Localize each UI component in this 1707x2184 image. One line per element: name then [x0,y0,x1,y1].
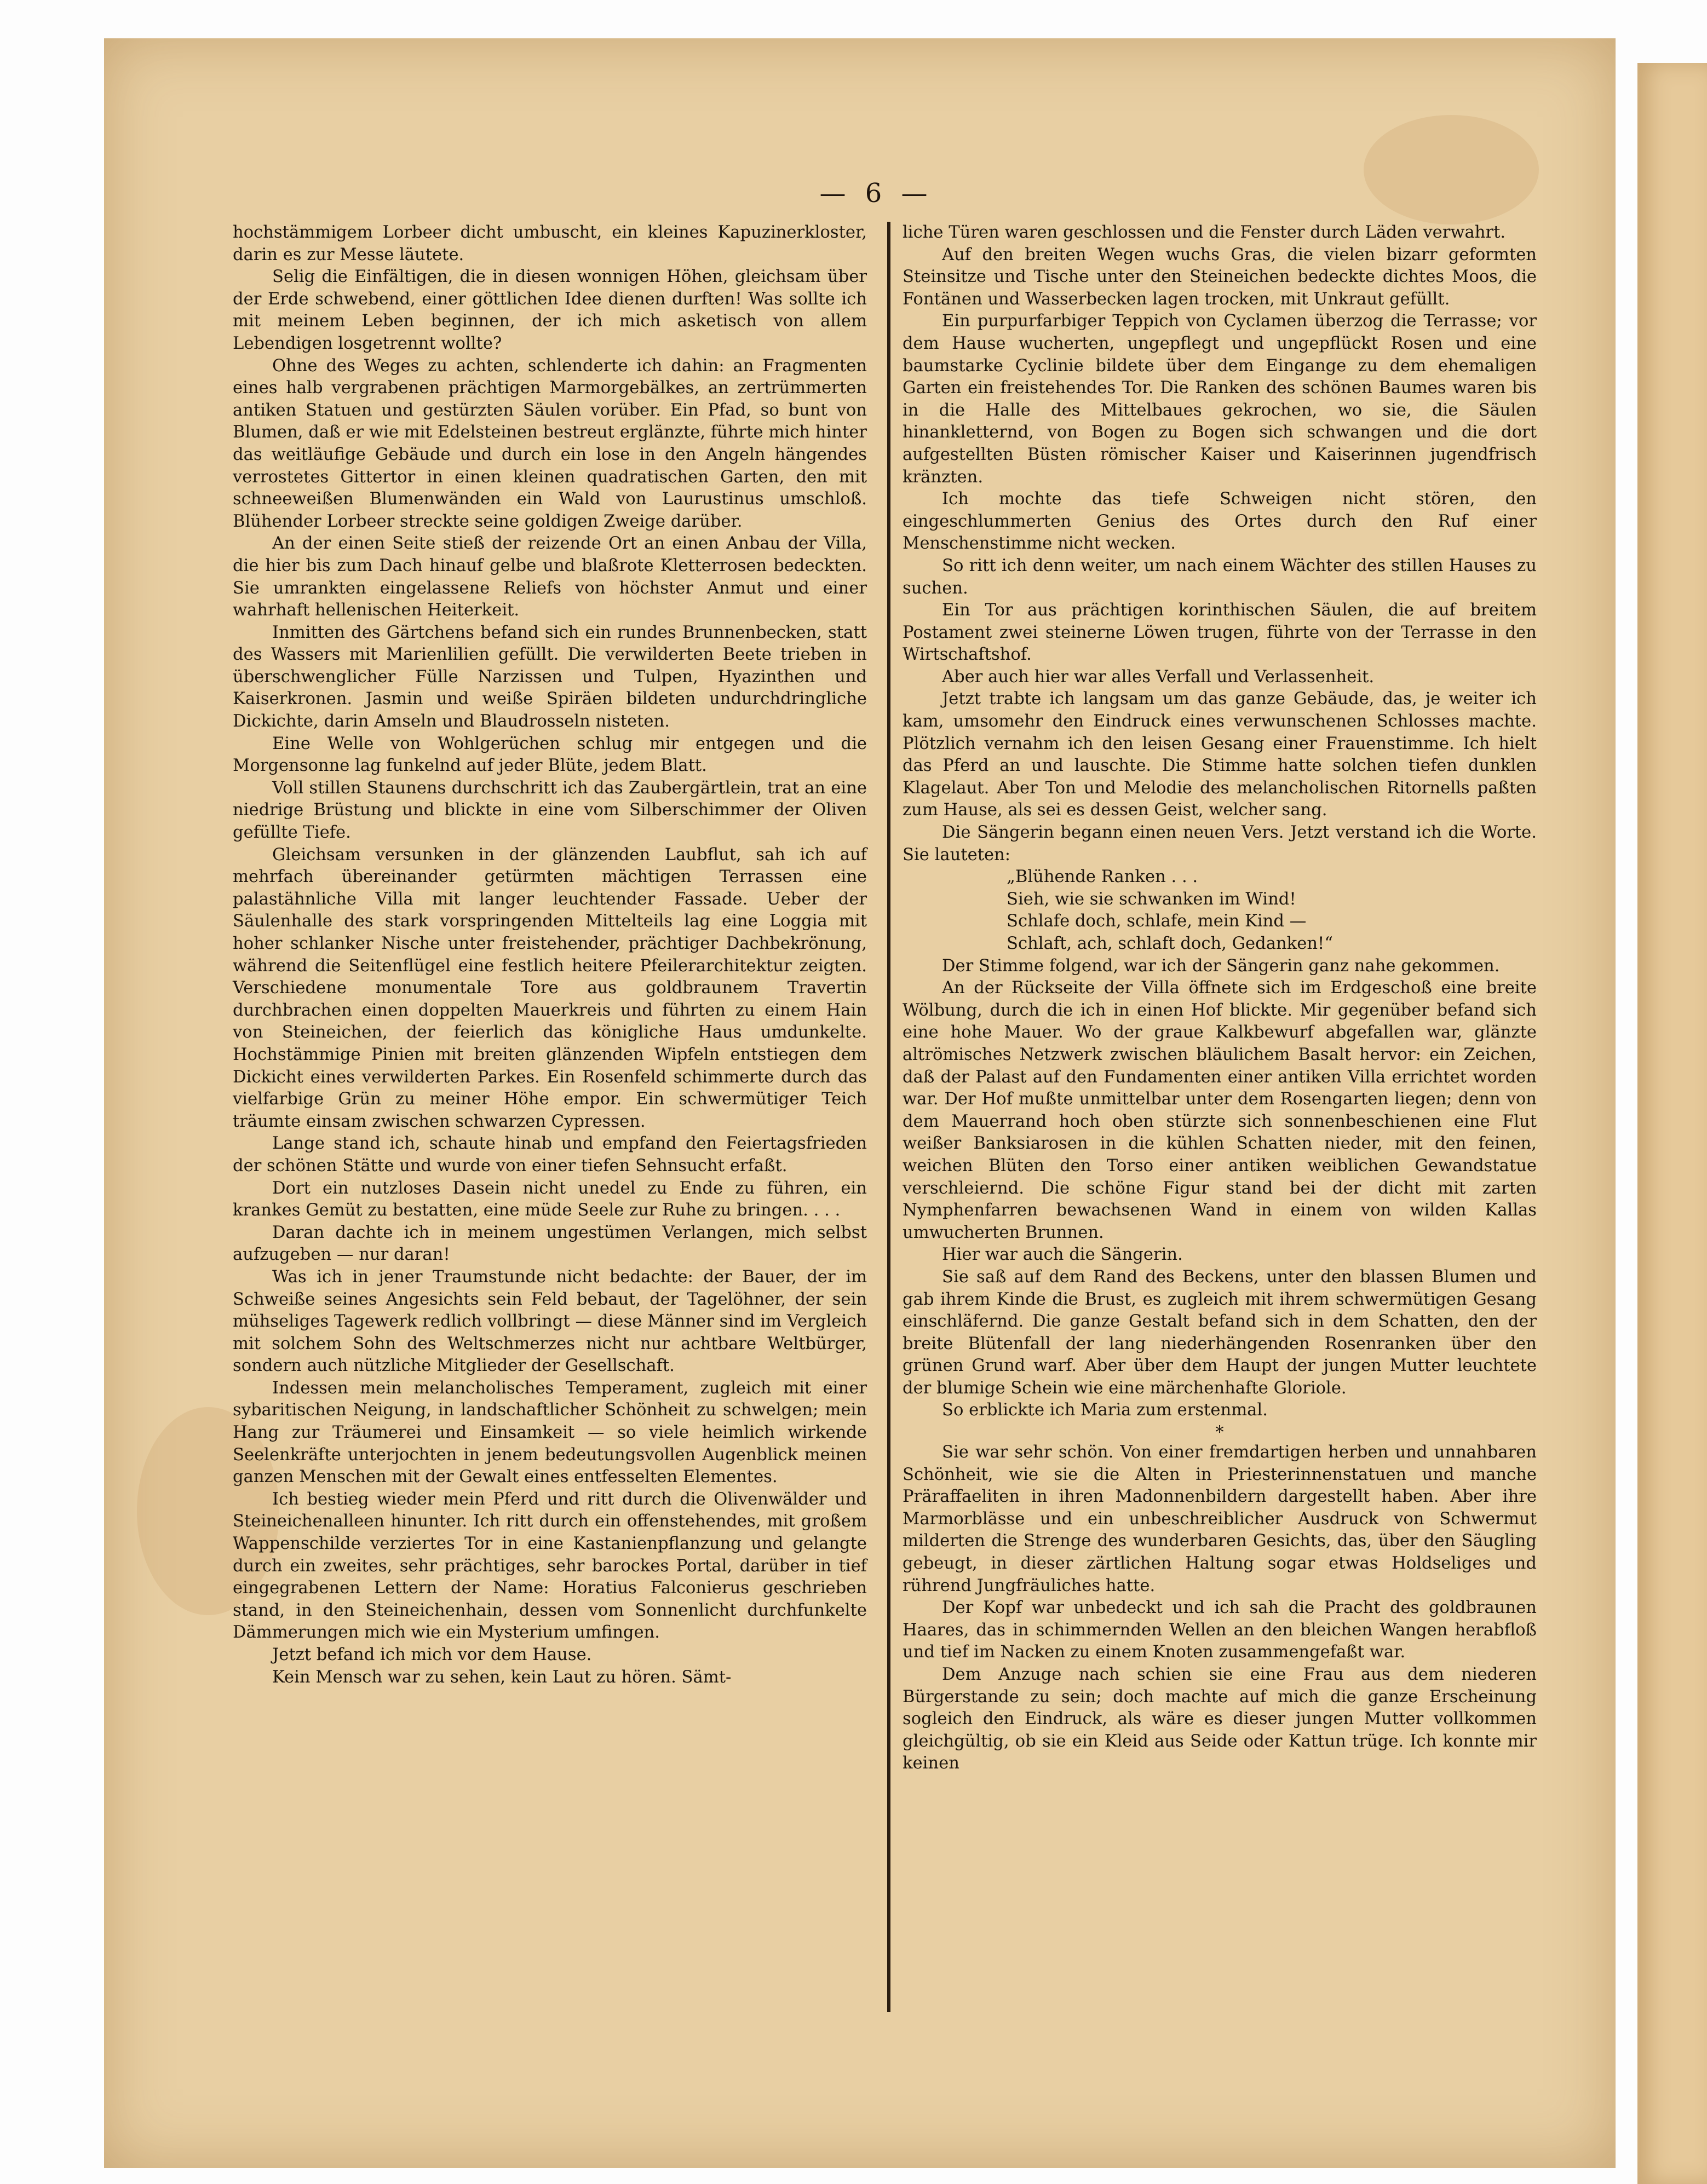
page-number: — 6 — [819,178,933,209]
paragraph: Ich mochte das tiefe Schweigen nicht stören, den eingeschlummerten Genius des Ortes durch den Ruf einer Menschenstimme nicht wecken. [903,489,1537,554]
paragraph: Selig die Einfältigen, die in diesen wonnigen Höhen, gleichsam über der Erde schwebend, einer göttlichen Idee dienen durften! Was sollte ich mit meinem Leben beginnen, der ich mich asketisch von allem Lebendigen losgetrennt wollte? [233,267,867,353]
paragraph: Jetzt befand ich mich vor dem Hause. [272,1645,592,1664]
paragraph: Hier war auch die Sängerin. [942,1245,1183,1265]
paper-stain [1364,115,1539,224]
paragraph: Was ich in jener Traumstunde nicht bedachte: der Bauer, der im Schweiße seines Angesichts sein Feld bebaut, der Tagelöhner, der sein mühseliges Tagewerk redlich vollbringt — diese Männer sind im Vergleich mit solchem Sohn des Weltschmerzes nicht nur achtbare Weltbürger, sondern auch nützliche Mitglieder der Gesellschaft. [233,1267,867,1376]
paragraph: Voll stillen Staunens durchschritt ich das Zaubergärtlein, trat an eine niedrige Brüstung und blickte in eine vom Silberschimmer der Oliven gefüllte Tiefe. [233,778,867,843]
paragraph: Daran dachte ich in meinem ungestümen Verlangen, mich selbst aufzugeben — nur daran! [233,1223,867,1265]
verse-line: Schlaft, ach, schlaft doch, Gedanken!“ [1007,934,1333,953]
column-divider [887,222,890,2012]
paragraph: Indessen mein melancholisches Temperament, zugleich mit einer sybaritischen Neigung, in landschaftlicher Schönheit zu schwelgen; mein Hang zur Träumerei und Einsamkeit — so viele heimlich wirkende Seelenkräfte unterjochten in jenem bedeutungsvollen Augenblick meinen ganzen Menschen mit der Gewalt eines entfesselten Elementes. [233,1378,867,1487]
right-column [903,222,1537,1775]
paragraph: Jetzt trabte ich langsam um das ganze Gebäude, das, je weiter ich kam, umsomehr den Eindruck eines verwunschenen Schlosses machte. Plötzlich vernahm ich den leisen Gesang einer Frauenstimme. Ich hielt das Pferd an und lauschte. Die Stimme hatte solchen tiefen dunklen Klagelaut. Aber Ton und Melodie des melancholischen Ritornells paßten zum Hause, als sei es dessen Geist, welcher sang. [903,689,1537,820]
paragraph: liche Türen waren geschlossen und die Fenster durch Läden verwahrt. [903,223,1506,242]
paragraph: Sie war sehr schön. Von einer fremdartigen herben und unnahbaren Schönheit, wie sie die Alten in Priesterinnenstatuen und manche Präraffaeliten in ihren Madonnenbildern dargestellt haben. Aber ihre Marmorblässe und ein unbeschreiblicher Ausdruck von Schwermut milderten die Strenge des wunderbaren Gesichts, das, über den Säugling gebeugt, in dieser zärtlichen Haltung sogar etwas Holdseliges und rührend Jungfräuliches hatte. [903,1443,1537,1595]
paragraph: hochstämmigem Lorbeer dicht umbuscht, ein kleines Kapuzinerkloster, darin es zur Messe läutete. [233,223,867,264]
paragraph: Ich bestieg wieder mein Pferd und ritt durch die Olivenwälder und Steineichenalleen hinunter. Ich ritt durch ein offenstehendes, mit großem Wappenschilde verziertes Tor in eine Kastanienpflanzung und gelangte durch ein zweites, sehr prächtiges, sehr barockes Portal, darüber in tief eingegrabenen Lettern der Name: Horatius Falconierus geschrieben stand, in den Steineichenhain, dessen vom Sonnenlicht durchfunkelte Dämmerungen mich wie ein Mysterium umfingen. [233,1489,867,1643]
paragraph: Dort ein nutzloses Dasein nicht unedel zu Ende zu führen, ein krankes Gemüt zu bestatten, eine müde Seele zur Ruhe zu bringen. . . . [233,1178,867,1220]
verse-line: „Blühende Ranken . . . [1007,867,1198,887]
paragraph: Dem Anzuge nach schien sie eine Frau aus dem niederen Bürgerstande zu sein; doch machte auf mich die ganze Erscheinung sogleich den Eindruck, als wäre es dieser jungen Mutter vollkommen gleichgültig, ob sie ein Kleid aus Seide oder Kattun trüge. Ich konnte mir keinen [903,1665,1537,1773]
paragraph: Kein Mensch war zu sehen, kein Laut zu hören. Sämt- [272,1667,732,1687]
adjacent-page-edge [1637,63,1707,2184]
paragraph: Eine Welle von Wohlgerüchen schlug mir entgegen und die Morgensonne lag funkelnd auf jeder Blüte, jedem Blatt. [233,734,867,776]
paragraph: So erblickte ich Maria zum erstenmal. [942,1401,1268,1420]
verse-line: Schlafe doch, schlafe, mein Kind — [1007,912,1307,931]
paragraph: An der einen Seite stieß der reizende Ort an einen Anbau der Villa, die hier bis zum Dach hinauf gelbe und blaßrote Kletterrosen bedeckten. Sie umrankten eingelassene Reliefs von höchster Anmut und einer wahrhaft hellenischen Heiterkeit. [233,534,867,620]
left-column [233,222,867,1689]
paragraph: Sie saß auf dem Rand des Beckens, unter den blassen Blumen und gab ihrem Kinde die Brust, es zugleich mit ihrem schwermütigen Gesang einschläfernd. Die ganze Gestalt befand sich in dem Schatten, den der breite Blütenfall der lang niederhängenden Rosenranken über den grünen Grund warf. Aber über dem Haupt der jungen Mutter leuchtete der blumige Schein wie eine märchenhafte Gloriole. [903,1267,1537,1398]
paragraph: Die Sängerin begann einen neuen Vers. Jetzt verstand ich die Worte. Sie lauteten: [903,823,1537,865]
paragraph: Der Stimme folgend, war ich der Sängerin ganz nahe gekommen. [942,956,1500,976]
paragraph: Der Kopf war unbedeckt und ich sah die Pracht des goldbraunen Haares, das in schimmernden Wellen an den bleichen Wangen herabfloß und tief im Nacken zu einem Knoten zusammengefaßt war. [903,1598,1537,1662]
section-separator: * [1215,1423,1224,1443]
paragraph: Ein Tor aus prächtigen korinthischen Säulen, die auf breitem Postament zwei steinerne Löwen trugen, führte von der Terrasse in den Wirtschaftshof. [903,601,1537,665]
paragraph: An der Rückseite der Villa öffnete sich im Erdgeschoß eine breite Wölbung, durch die ich in einen Hof blickte. Mir gegenüber befand sich eine hohe Mauer. Wo der graue Kalkbewurf abgefallen war, glänzte altrömisches Netzwerk zwischen bläulichem Basalt hervor: ein Zeichen, daß der Palast auf den Fundamenten einer antiken Villa errichtet worden war. Der Hof mußte unmittelbar unter dem Rosengarten liegen; denn von dem Mauerrand hoch oben stürzte sich sonnenbeschienen eine Flut weißer Banksiarosen in die kühlen Schatten nieder, mit den feinen, weichen Blüten den Torso einer antiken weiblichen Gewandstatue verschleiernd. Die schöne Figur stand bei der dicht mit zarten Nymphenfarren bewachsenen Wand in einem von wilden Kallas umwucherten Brunnen. [903,978,1537,1242]
paragraph: Aber auch hier war alles Verfall und Verlassenheit. [942,667,1375,687]
paragraph: Lange stand ich, schaute hinab und empfand den Feiertagsfrieden der schönen Stätte und wurde von einer tiefen Sehnsucht erfaßt. [233,1134,867,1175]
paragraph: So ritt ich denn weiter, um nach einem Wächter des stillen Hauses zu suchen. [903,556,1537,598]
verse-line: Sieh, wie sie schwanken im Wind! [1007,889,1296,909]
paragraph: Ein purpurfarbiger Teppich von Cyclamen überzog die Terrasse; vor dem Hause wucherten, ungepflegt und ungepflückt Rosen und eine baumstarke Cyclinie bildete über dem Eingange zu dem ehemaligen Garten ein freistehendes Tor. Die Ranken des schönen Baumes waren bis in die Halle des Mittelbaues gekrochen, wo sie, die Säulen hinankletternd, von Bogen zu Bogen sich schwangen und die dort aufgestellten Büsten römischer Kaiser und Kaiserinnen jugendfrisch kränzten. [903,312,1537,487]
paragraph: Ohne des Weges zu achten, schlenderte ich dahin: an Fragmenten eines halb vergrabenen prächtigen Marmorgebälkes, an zertrümmerten antiken Statuen und gestürzten Säulen vorüber. Ein Pfad, so bunt von Blumen, daß er wie mit Edelsteinen bestreut erglänzte, führte mich hinter das weitläufige Gebäude und durch ein lose in den Angeln hängendes verrostetes Gittertor in einen kleinen quadratischen Garten, den mit schneeweißen Blumenwänden ein Wald von Laurustinus umschloß. Blühender Lorbeer streckte seine goldigen Zweige darüber. [233,356,867,531]
paragraph: Inmitten des Gärtchens befand sich ein rundes Brunnenbecken, statt des Wassers mit Marienlilien gefüllt. Die verwilderten Beete trieben in überschwenglicher Fülle Narzissen und Tulpen, Hyazinthen und Kaiserkronen. Jasmin und weiße Spiräen bildeten undurchdringliche Dickichte, darin Amseln und Blaudrosseln nisteten. [233,623,867,731]
paragraph: Auf den breiten Wegen wuchs Gras, die vielen bizarr geformten Steinsitze und Tische unter den Steineichen bedeckte dichtes Moos, die Fontänen und Wasserbecken lagen trocken, mit Unkraut gefüllt. [903,245,1537,309]
paragraph: Gleichsam versunken in der glänzenden Laubflut, sah ich auf mehrfach übereinander getürmten mächtigen Terrassen eine palastähnliche Villa mit langer leuchtender Fassade. Ueber der Säulenhalle des stark vorspringenden Mittelteils lag eine Loggia mit hoher schlanker Nische unter freistehender, prächtiger Dachbekrönung, während die Seitenflügel eine festlich heitere Pfeilerarchitektur zeigten. Verschiedene monumentale Tore aus goldbraunem Travertin durchbrachen einen doppelten Mauerkreis und führten zu einem Hain von Steineichen, der feierlich das königliche Haus umdunkelte. Hochstämmige Pinien mit breiten glänzenden Wipfeln entstiegen dem Dickicht eines verwilderten Parkes. Ein Rosenfeld schimmerte durch das vielfarbige Grün zu meiner Höhe empor. Ein schwermütiger Teich träumte einsam zwischen schwarzen Cypressen. [233,845,867,1131]
